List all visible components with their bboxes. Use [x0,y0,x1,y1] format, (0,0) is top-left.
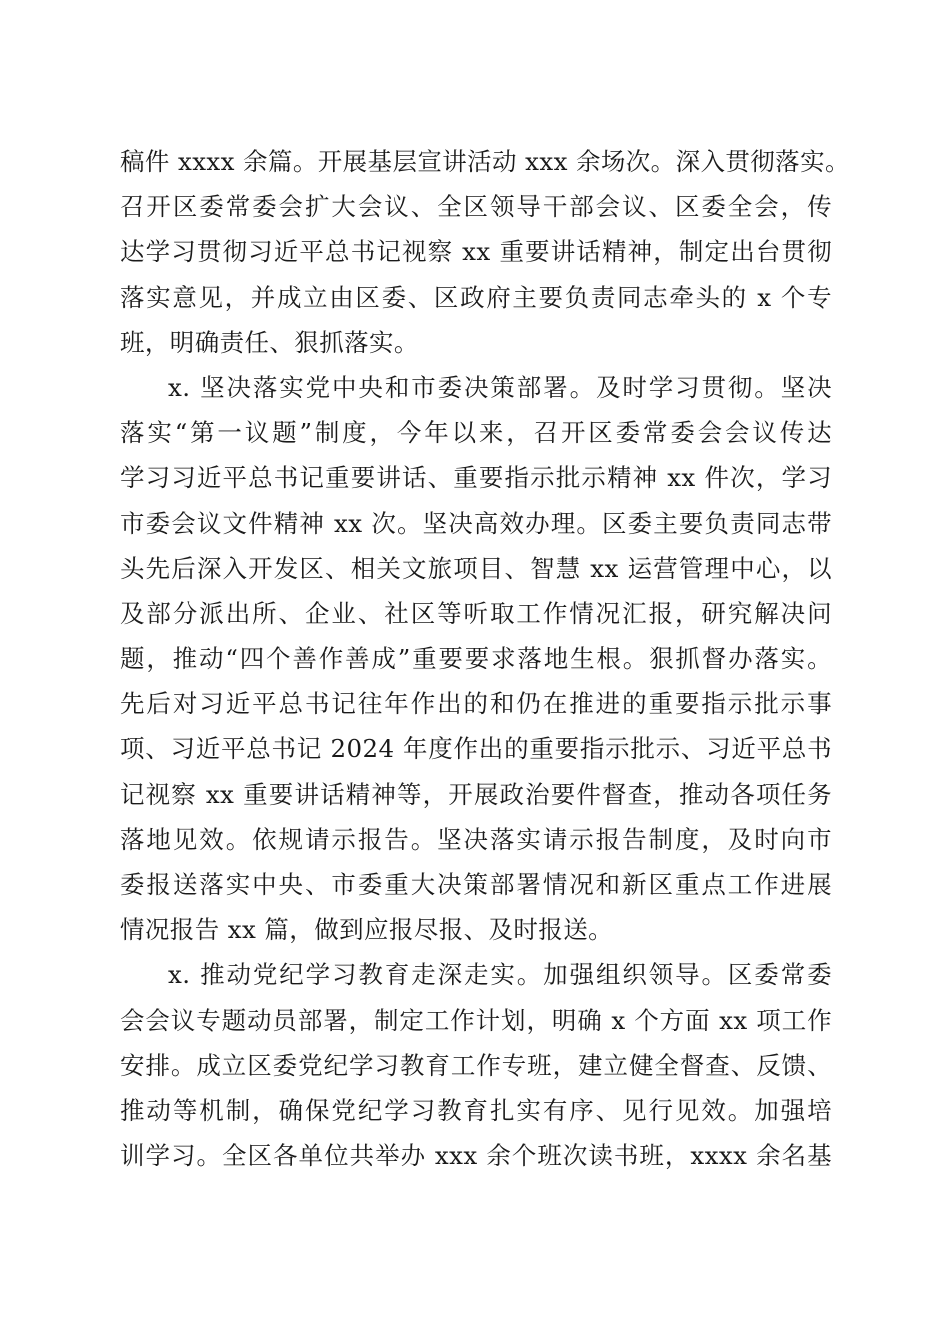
paragraph-heading-line: x. 坚决落实党中央和市委决策部署。及时学习贯彻。坚决 [168,372,832,402]
text-line: 情况报告 xx 篇，做到应报尽报、及时报送。 [120,915,614,945]
text-line: 记视察 xx 重要讲话精神等，开展政治要件督查，推动各项任务 [120,779,832,809]
text-line: 学习习近平总书记重要讲话、重要指示批示精神 xx 件次，学习 [120,463,832,493]
text-line: 及部分派出所、企业、社区等听取工作情况汇报，研究解决问 [120,598,832,628]
paragraph-2 [120,365,832,952]
text-line: 稿件 xxxx 余篇。开展基层宣讲活动 xxx 余场次。深入贯彻落实。 [120,147,850,176]
text-line: 先后对习近平总书记往年作出的和仍在推进的重要指示批示事 [120,689,832,719]
text-line: 委报送落实中央、市委重大决策部署情况和新区重点工作进展 [120,870,832,899]
text-line: 头先后深入开发区、相关文旅项目、智慧 xx 运营管理中心，以 [120,553,832,583]
text-line: 落实意见，并成立由区委、区政府主要负责同志牵头的 x 个专 [120,282,832,312]
text-line: 召开区委常委会扩大会议、全区领导干部会议、区委全会，传 [120,192,832,222]
text-line: 训学习。全区各单位共举办 xxx 余个班次读书班，xxxx 余名基 [120,1141,832,1171]
paragraph-3 [120,952,832,1178]
text-line: 班，明确责任、狠抓落实。 [120,327,419,357]
text-line: 题，推动“四个善作善成”重要要求落地生根。狠抓督办落实。 [120,644,832,674]
paragraph-1 [120,139,850,365]
document-body [120,139,850,1178]
text-line: 会会议专题动员部署，制定工作计划，明确 x 个方面 xx 项工作 [120,1005,832,1035]
text-line: 市委会议文件精神 xx 次。坚决高效办理。区委主要负责同志带 [120,508,832,538]
text-line: 落实“第一议题”制度，今年以来，召开区委常委会会议传达 [120,418,832,448]
text-line: 落地见效。依规请示报告。坚决落实请示报告制度，及时向市 [120,824,832,854]
text-line: 达学习贯彻习近平总书记视察 xx 重要讲话精神，制定出台贯彻 [120,237,832,267]
text-line: 项、习近平总书记 2024 年度作出的重要指示批示、习近平总书 [120,734,832,764]
paragraph-heading-line: x. 推动党纪学习教育走深走实。加强组织领导。区委常委 [168,960,832,990]
text-line: 安排。成立区委党纪学习教育工作专班，建立健全督查、反馈、 [120,1050,832,1080]
text-line: 推动等机制，确保党纪学习教育扎实有序、见行见效。加强培 [120,1095,832,1125]
